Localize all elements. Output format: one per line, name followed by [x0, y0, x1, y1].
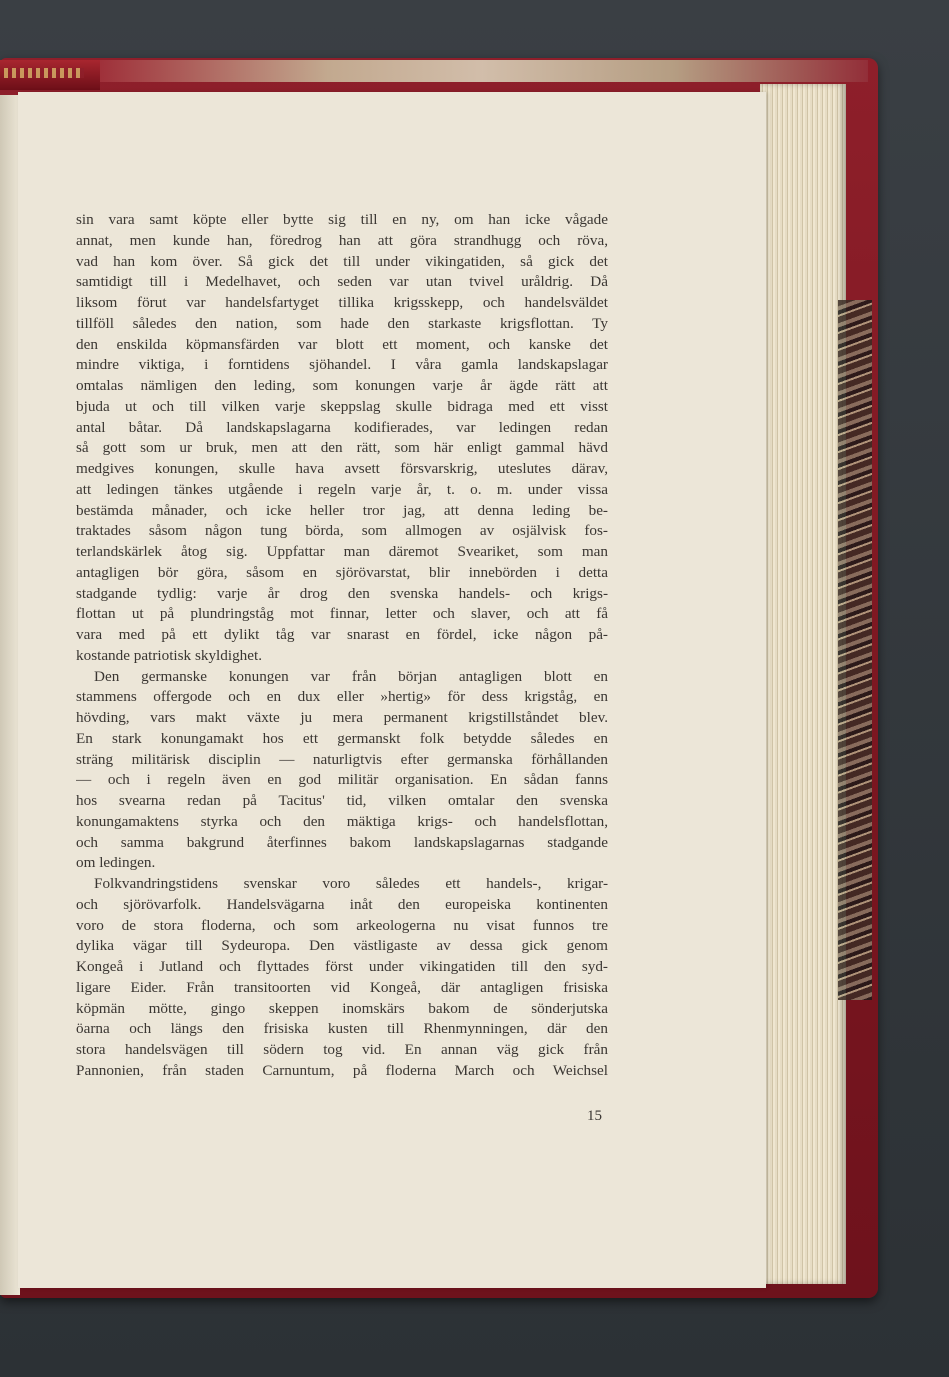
body-text: [76, 210, 608, 1082]
text-line: den enskilda köpmansfärden var blott ett moment, och kanske det: [76, 335, 608, 353]
text-line: hövding, vars makt växte ju mera permanent krigstillståndet blev.: [76, 709, 608, 726]
text-line: kostande patriotisk skyldighet.: [76, 646, 263, 664]
marbled-endpaper: [838, 300, 872, 1000]
page-fore-edge: [760, 84, 846, 1284]
text-line: Den germanske konungen var från början antagligen blott en: [94, 667, 608, 685]
text-line: medgives konungen, skulle hava avsett försvarskrig, uteslutes därav,: [76, 460, 608, 477]
text-line: flottan ut på plundringståg mot finnar, letter och slaver, och att få: [76, 605, 608, 623]
left-page-edge: [0, 95, 20, 1295]
text-line: terlandskärlek åtog sig. Uppfattar man däremot Sveariket, som man: [76, 543, 608, 560]
book-cover-top-edge: [96, 60, 868, 82]
page-number: 15: [587, 1108, 602, 1124]
text-line: köpmän mötte, gingo skeppen inomskärs bakom de sönderjutska: [76, 999, 608, 1017]
text-line: bjuda ut och till vilken varje skeppslag skulle bidraga med ett visst: [76, 397, 608, 415]
text-line: dylika vägar till Sydeuropa. Den västligaste av dessa gick genom: [76, 937, 608, 955]
text-line: stadgande tydlig: varje år drog den svenska handels- och krigs-: [76, 584, 608, 602]
text-line: stammens offergode och en dux eller »hertig» för dess krigståg, en: [76, 688, 608, 706]
text-line: sträng militärisk disciplin — naturligtvis efter germanska förhållanden: [76, 750, 608, 768]
text-line: och sjörövarfolk. Handelsvägarna inåt den europeiska kontinenten: [76, 895, 608, 913]
text-line: Kongeå i Jutland och flyttades först under vikingatiden till den syd-: [76, 958, 608, 975]
text-line: tillföll således den nation, som hade den starkaste krigsflottan. Ty: [76, 314, 608, 332]
spine-gilt-decoration: [4, 68, 84, 78]
text-line: vara med på ett dylikt tåg var snarast en fördel, icke någon på-: [76, 626, 608, 643]
book-page: [18, 92, 766, 1288]
text-line: — och i regeln även en god militär organisation. En sådan fanns: [76, 771, 608, 789]
text-line: antal båtar. Då landskapslagarna kodifierades, var ledingen redan: [76, 418, 608, 436]
text-line: omtalas nämligen den leding, som konungen varje år ägde rätt att: [76, 377, 608, 394]
text-line: öarna och längs den frisiska kusten till Rhenmynningen, där den: [76, 1020, 608, 1038]
text-line: hos svearna redan på Tacitus' tid, vilken omtalar den svenska: [76, 792, 608, 809]
text-line: stora handelsvägen till södern tog vid. En annan väg gick från: [76, 1041, 608, 1058]
text-line: vad han kom över. Så gick det till under vikingatiden, så gick det: [76, 252, 608, 270]
text-line: om ledingen.: [76, 854, 156, 872]
text-line: liksom förut var handelsfartyget tillika krigsskepp, och handelsväldet: [76, 294, 608, 311]
text-line: antagligen bör göra, såsom en sjörövarstat, blir innebörden i detta: [76, 563, 608, 581]
text-line: att ledingen tänkes utgående i regeln varje år, t. o. m. under vissa: [76, 480, 608, 498]
text-line: samtidigt till i Medelhavet, och seden var utan tvivel uråldrig. Då: [76, 273, 608, 291]
text-line: konungamaktens styrka och den mäktiga krigs- och handelsflottan,: [76, 812, 608, 830]
text-line: voro de stora floderna, och som arkeologerna nu visat funnos tre: [76, 916, 608, 934]
text-line: och samma bakgrund återfinnes bakom landskapslagarnas stadgande: [76, 833, 608, 851]
text-line: En stark konungamakt hos ett germanskt folk betydde således en: [76, 729, 608, 747]
text-line: mindre viktiga, i forntidens sjöhandel. I våra gamla landskapslagar: [76, 356, 608, 374]
text-line: sin vara samt köpte eller bytte sig till en ny, om han icke vågade: [76, 211, 608, 228]
text-line: traktades såsom någon tung börda, som allmogen av osjälvisk fos-: [76, 522, 608, 540]
text-line: bestämda månader, och icke heller tror jag, att denna leding be-: [76, 501, 608, 519]
text-line: så gott som ur bruk, men att den rätt, som här enligt gammal hävd: [76, 439, 608, 457]
text-line: ligare Eider. Från transitoorten vid Kongeå, där antagligen frisiska: [76, 978, 608, 996]
text-line: Pannonien, från staden Carnuntum, på floderna March och Weichsel: [76, 1061, 608, 1079]
text-line: annat, men kunde han, föredrog han att göra strandhugg och röva,: [76, 231, 608, 249]
text-line: Folkvandringstidens svenskar voro således ett handels-, krigar-: [94, 875, 608, 892]
